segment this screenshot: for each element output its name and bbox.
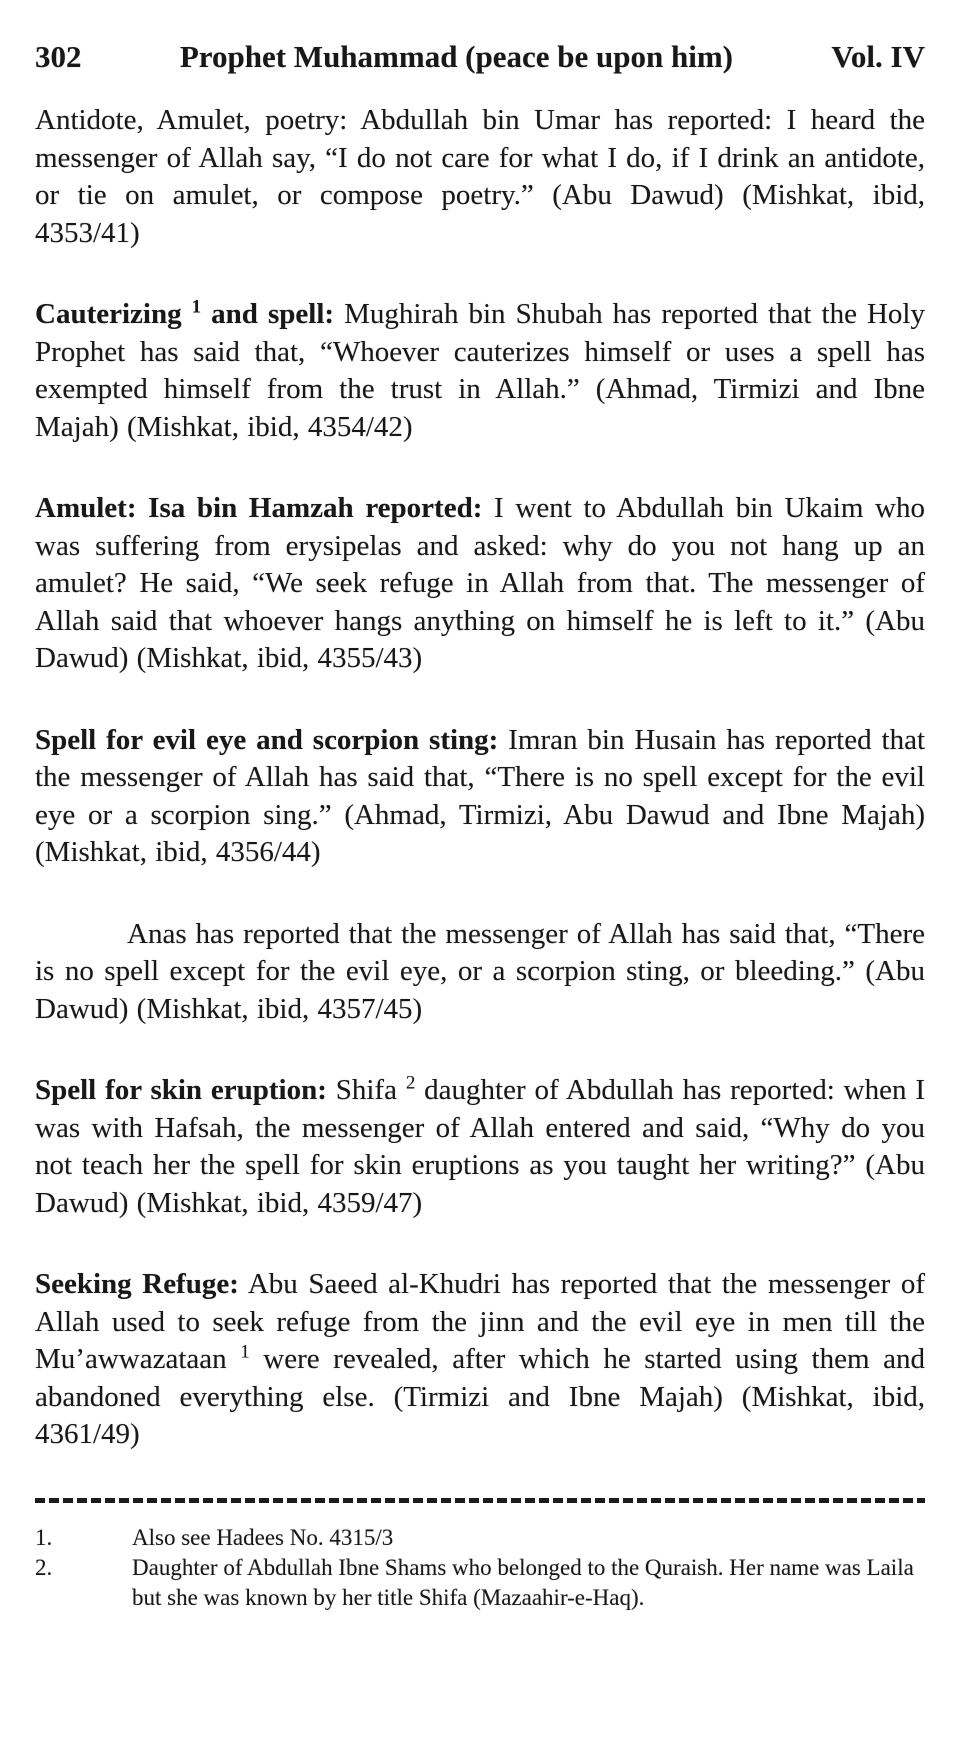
footnote-text: Also see Hadees No. 4315/3 xyxy=(132,1524,394,1550)
paragraph-lead: Spell for skin eruption: xyxy=(35,1074,327,1106)
page-title: Prophet Muhammad (peace be upon him) xyxy=(179,39,734,74)
paragraph-text: Imran bin Husain has reported that the messenger of Allah has said that, “There is no spell except for the evil eye or a scorpion sing.” (Ahmad, Tirmizi, Abu Dawud and Ibne Majah) (Mishkat, ibid, 4356/44) xyxy=(35,723,925,868)
volume-label: Vol. IV xyxy=(831,39,925,74)
page-header xyxy=(35,40,925,74)
paragraph-lead: Cauterizing xyxy=(35,298,192,330)
paragraph-text: daughter of Abdullah has reported: when I was with Hafsah, the messenger of Allah entered and said, “Why do you not teach her the spell for skin eruptions as you taught her writing?” (Abu Dawud) (Mishkat, ibid, 4359/47) xyxy=(35,1074,925,1219)
footnote-ref: 2 xyxy=(405,1072,416,1094)
footnote xyxy=(35,1523,925,1553)
footnotes xyxy=(35,1523,925,1613)
footnote-number: 2. xyxy=(35,1554,53,1580)
footnote xyxy=(35,1553,925,1613)
paragraph xyxy=(35,916,925,1029)
footnote-ref: 1 xyxy=(191,296,202,318)
paragraph-text: Mughirah bin Shubah has reported that the Holy Prophet has said that, “Whoever cauterizes himself or uses a spell has exempted himself from the trust in Allah.” (Ahmad, Tirmizi and Ibne Majah) (Mishkat, ibid, 4354/42) xyxy=(35,298,925,443)
paragraph-lead: Amulet: Isa bin Hamzah reported: xyxy=(35,492,483,524)
paragraph-lead: Spell for evil eye and scorpion sting: xyxy=(35,723,499,756)
paragraph-text: Anas has reported that the messenger of Allah has said that, “There is no spell except for the evil eye, or a scorpion sting, or bleeding.” (Abu Dawud) (Mishkat, ibid, 4357/45) xyxy=(35,917,925,1025)
paragraph-text: I went to Abdullah bin Ukaim who was suffering from erysipelas and asked: why do you not hang up an amulet? He said, “We seek refuge in Allah from that. The messenger of Allah said that whoever hangs anything on himself he is left to it.” (Abu Dawud) (Mishkat, ibid, 4355/43) xyxy=(35,492,926,674)
paragraph-lead: and spell: xyxy=(201,298,335,330)
paragraph xyxy=(35,102,925,252)
footnote-ref: 1 xyxy=(240,1341,250,1363)
paragraph-text: Antidote, Amulet, poetry: Abdullah bin Umar has reported: I heard the messenger of Allah say, “I do not care for what I do, if I drink an antidote, or tie on amulet, or compose poetry.” (Abu Dawud) (Mishkat, ibid, 4353/41) xyxy=(35,104,925,249)
footnote-number: 1. xyxy=(35,1524,53,1550)
body-text xyxy=(35,102,925,1454)
paragraph-text: were revealed, after which he started using them and abandoned everything else. (Tirmizi and Ibne Majah) (Mishkat, ibid, 4361/49) xyxy=(35,1343,925,1450)
footnote-text: Daughter of Abdullah Ibne Shams who belonged to the Quraish. Her name was Laila but she was known by her title Shifa (Mazaahir-e-Haq). xyxy=(132,1554,914,1610)
page-number: 302 xyxy=(35,39,82,74)
paragraph-lead: Seeking Refuge: xyxy=(35,1268,239,1300)
paragraph xyxy=(35,1072,925,1222)
paragraph xyxy=(35,722,925,872)
paragraph-text: Shifa xyxy=(326,1074,406,1106)
paragraph xyxy=(35,296,925,446)
paragraph-text: Abu Saeed al-Khudri has reported that the messenger of Allah used to seek refuge from the jinn and the evil eye in men till the Mu’awwazataan xyxy=(35,1268,925,1375)
paragraph xyxy=(35,1266,925,1454)
footnote-divider xyxy=(35,1498,925,1503)
paragraph xyxy=(35,490,925,678)
